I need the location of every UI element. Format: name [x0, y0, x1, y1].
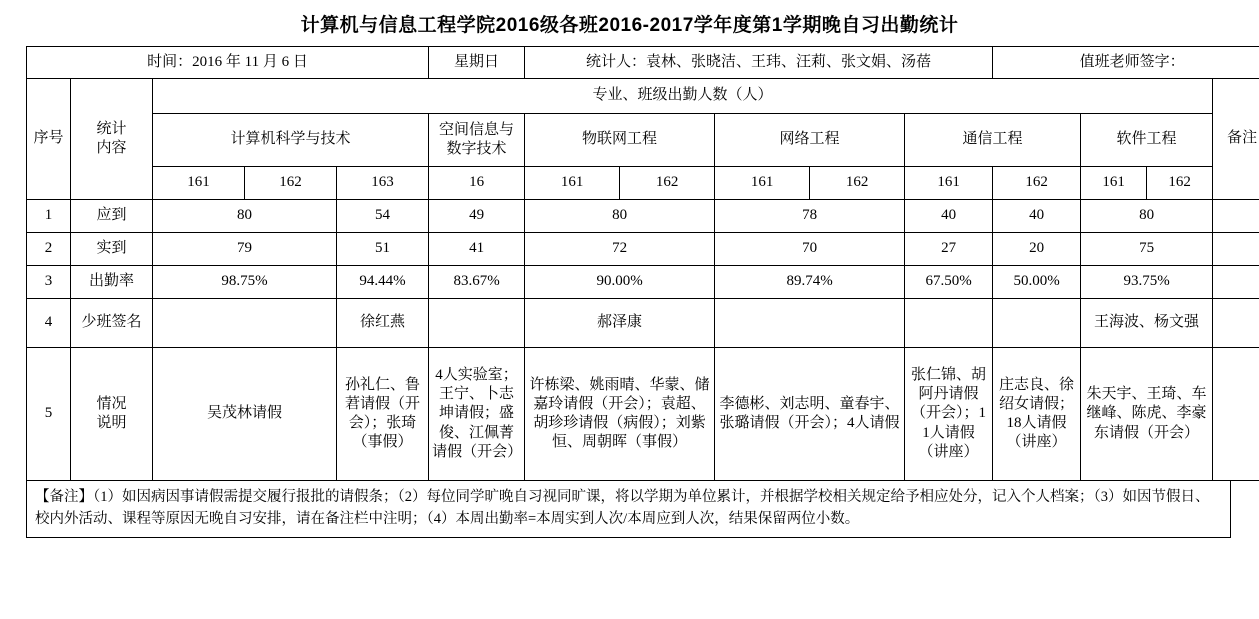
- table-row: [27, 200, 1259, 233]
- desc-cs-161-162: 吴茂林请假: [153, 348, 337, 481]
- expected-sw: 80: [1081, 200, 1213, 233]
- expected-comm-161: 40: [905, 200, 993, 233]
- row-label: 情况 说明: [71, 348, 153, 481]
- actual-sw: 75: [1081, 233, 1213, 266]
- desc-comm-161: 张仁锦、胡阿丹请假（开会）；11人请假（讲座）: [905, 348, 993, 481]
- table-row: [27, 266, 1259, 299]
- rate-comm-162: 50.00%: [993, 266, 1081, 299]
- header-content: 统计 内容: [71, 79, 153, 200]
- class-iot-161: 161: [525, 167, 620, 200]
- row-no: 3: [27, 266, 71, 299]
- desc-cs-163: 孙礼仁、鲁莙请假（开会）；张琦（事假）: [337, 348, 429, 481]
- sign-remark: [1213, 299, 1259, 348]
- actual-comm-161: 27: [905, 233, 993, 266]
- major-iot: 物联网工程: [525, 114, 715, 167]
- major-software: 软件工程: [1081, 114, 1213, 167]
- sign-spatial: [429, 299, 525, 348]
- desc-iot: 许栋梁、姚雨晴、华蒙、储嘉玲请假（开会）；袁超、胡珍珍请假（病假）；刘紫恒、周朝晖（事假）: [525, 348, 715, 481]
- expected-iot: 80: [525, 200, 715, 233]
- row-no: 2: [27, 233, 71, 266]
- class-net-162: 162: [810, 167, 905, 200]
- actual-net: 70: [715, 233, 905, 266]
- actual-spatial: 41: [429, 233, 525, 266]
- group-header-row: [27, 79, 1259, 114]
- row-label: 出勤率: [71, 266, 153, 299]
- footer-notes: 【备注】（1）如因病因事请假需提交履行报批的请假条；（2）每位同学旷晚自习视同旷课，将以学期为单位累计，并根据学校相关规定给予相应处分，记入个人档案；（3）如因节假日、校内外活动、课程等原因无晚自习安排，请在备注栏中注明；（4）本周出勤率=本周实到人次/本周应到人次，结果保留两位小数。: [26, 481, 1231, 538]
- date-cell: 时间：2016 年 11 月 6 日: [27, 47, 429, 79]
- statistician-cell: 统计人：袁林、张晓洁、王玮、汪莉、张文娟、汤蓓: [525, 47, 993, 79]
- weekday-cell: 星期日: [429, 47, 525, 79]
- row-no: 5: [27, 348, 71, 481]
- class-cs-161: 161: [153, 167, 245, 200]
- table-row: [27, 348, 1259, 481]
- row-label: 应到: [71, 200, 153, 233]
- rate-comm-161: 67.50%: [905, 266, 993, 299]
- class-comm-161: 161: [905, 167, 993, 200]
- attendance-table: [26, 46, 1259, 481]
- expected-spatial: 49: [429, 200, 525, 233]
- header-seq: 序号: [27, 79, 71, 200]
- rate-iot: 90.00%: [525, 266, 715, 299]
- info-row: [27, 47, 1259, 79]
- class-comm-162: 162: [993, 167, 1081, 200]
- header-group-title: 专业、班级出勤人数（人）: [153, 79, 1213, 114]
- class-cs-162: 162: [245, 167, 337, 200]
- table-row: [27, 299, 1259, 348]
- actual-comm-162: 20: [993, 233, 1081, 266]
- actual-cs-163: 51: [337, 233, 429, 266]
- rate-net: 89.74%: [715, 266, 905, 299]
- desc-remark: [1213, 348, 1259, 481]
- major-spatial-info: 空间信息与 数字技术: [429, 114, 525, 167]
- class-net-161: 161: [715, 167, 810, 200]
- expected-net: 78: [715, 200, 905, 233]
- desc-sw: 朱天宇、王琦、车继峰、陈虎、李豪东请假（开会）: [1081, 348, 1213, 481]
- class-cs-163: 163: [337, 167, 429, 200]
- row-label: 少班签名: [71, 299, 153, 348]
- table-row: [27, 233, 1259, 266]
- desc-comm-162: 庄志良、徐绍女请假；18人请假（讲座）: [993, 348, 1081, 481]
- class-header-row: [27, 167, 1259, 200]
- rate-sw: 93.75%: [1081, 266, 1213, 299]
- actual-cs-161-162: 79: [153, 233, 337, 266]
- rate-spatial: 83.67%: [429, 266, 525, 299]
- class-iot-162: 162: [620, 167, 715, 200]
- sign-comm-161: [905, 299, 993, 348]
- sign-cs-163: 徐红燕: [337, 299, 429, 348]
- row-label: 实到: [71, 233, 153, 266]
- expected-remark: [1213, 200, 1259, 233]
- class-sw-162: 162: [1147, 167, 1213, 200]
- row-no: 1: [27, 200, 71, 233]
- row-no: 4: [27, 299, 71, 348]
- major-computer-science: 计算机科学与技术: [153, 114, 429, 167]
- major-network: 网络工程: [715, 114, 905, 167]
- page-title: 计算机与信息工程学院2016级各班2016-2017学年度第1学期晚自习出勤统计: [300, 15, 959, 36]
- class-sw-161: 161: [1081, 167, 1147, 200]
- sign-comm-162: [993, 299, 1081, 348]
- desc-net: 李德彬、刘志明、童春宇、张璐请假（开会）；4人请假: [715, 348, 905, 481]
- header-remark: 备注: [1213, 79, 1259, 200]
- expected-comm-162: 40: [993, 200, 1081, 233]
- rate-cs-163: 94.44%: [337, 266, 429, 299]
- sign-sw: 王海波、杨文强: [1081, 299, 1213, 348]
- rate-remark: [1213, 266, 1259, 299]
- sign-net: [715, 299, 905, 348]
- major-header-row: [27, 114, 1259, 167]
- class-spatial-16: 16: [429, 167, 525, 200]
- major-communication: 通信工程: [905, 114, 1081, 167]
- sign-cs-161-162: [153, 299, 337, 348]
- teacher-signature-cell: 值班老师签字：: [993, 47, 1259, 79]
- desc-spatial: 4人实验室；王宁、卜志坤请假；盛俊、江佩菁请假（开会）: [429, 348, 525, 481]
- sign-iot: 郝泽康: [525, 299, 715, 348]
- actual-iot: 72: [525, 233, 715, 266]
- expected-cs-161-162: 80: [153, 200, 337, 233]
- actual-remark: [1213, 233, 1259, 266]
- rate-cs-161-162: 98.75%: [153, 266, 337, 299]
- expected-cs-163: 54: [337, 200, 429, 233]
